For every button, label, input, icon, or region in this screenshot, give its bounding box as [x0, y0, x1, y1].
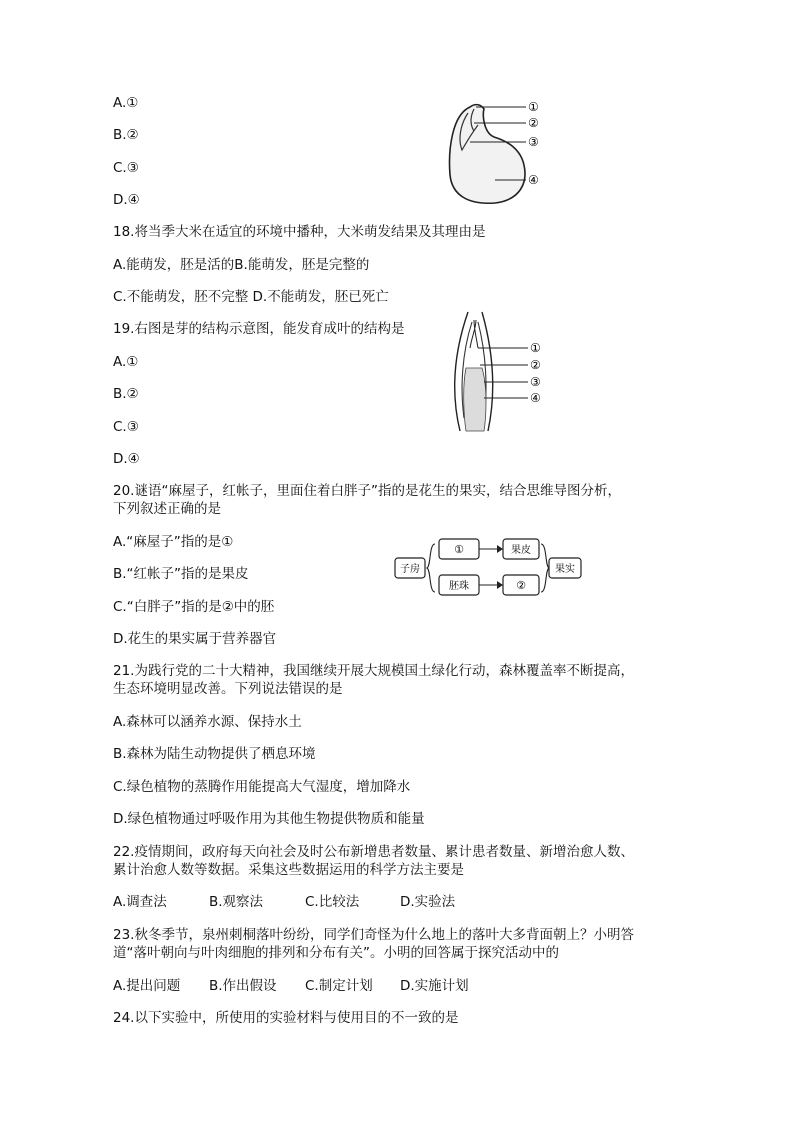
- q22-option-d: D.实验法: [400, 894, 456, 910]
- q18-stem: 18.将当季大米在适宜的环境中播种，大米萌发结果及其理由是: [113, 224, 486, 240]
- q17-option-a: A.①: [113, 95, 139, 111]
- map-label-ovary: 子房: [400, 564, 420, 575]
- q21-stem-line2: 生态环境明显改善。下列说法错误的是: [113, 681, 343, 697]
- q20-option-b: B.“红帐子”指的是果皮: [113, 566, 249, 582]
- bud-axis: [464, 368, 486, 431]
- q19-option-c: C.③: [113, 419, 139, 435]
- q23-option-c: C.制定计划: [305, 978, 373, 994]
- bud-label-4: ④: [530, 391, 541, 405]
- seed-label-3: ③: [528, 135, 539, 149]
- q21-option-a: A.森林可以涵养水源、保持水土: [113, 714, 302, 730]
- q18-options-line2: C.不能萌发，胚不完整 D.不能萌发，胚已死亡: [113, 289, 389, 305]
- q17-option-d: D.④: [113, 192, 140, 208]
- bean-seed-figure: [440, 95, 550, 210]
- peanut-mind-map: [393, 538, 583, 598]
- map-brace-left: [427, 544, 435, 592]
- q22-option-a: A.调查法: [113, 894, 167, 910]
- q19-option-b: B.②: [113, 386, 139, 402]
- q24-stem: 24.以下实验中，所使用的实验材料与使用目的不一致的是: [113, 1010, 459, 1026]
- q23-option-a: A.提出问题: [113, 978, 181, 994]
- q20-option-d: D.花生的果实属于营养器官: [113, 631, 277, 647]
- q22-option-b: B.观察法: [209, 894, 264, 910]
- q21-stem-line1: 21.为践行党的二十大精神，我国继续开展大规模国土绿化行动，森林覆盖率不断提高，: [113, 663, 634, 679]
- seed-label-2: ②: [528, 116, 539, 130]
- map-label-ovule: 胚珠: [449, 581, 469, 592]
- q20-stem-line1: 20.谜语“麻屋子，红帐子，里面住着白胖子”指的是花生的果实，结合思维导图分析，: [113, 483, 621, 499]
- map-label-pericarp: 果皮: [511, 545, 531, 556]
- seed-label-1: ①: [528, 100, 539, 114]
- q18-options-line1: A.能萌发，胚是活的B.能萌发，胚是完整的: [113, 257, 370, 273]
- q22-stem-line1: 22.疫情期间，政府每天向社会及时公布新增患者数量、累计患者数量、新增治愈人数、: [113, 844, 634, 860]
- q19-option-d: D.④: [113, 451, 140, 467]
- map-label-1: ①: [454, 543, 464, 556]
- seed-label-4: ④: [528, 173, 539, 187]
- q19-option-a: A.①: [113, 354, 139, 370]
- map-arrowhead-top: [497, 545, 503, 553]
- bud-label-3: ③: [530, 375, 541, 389]
- map-label-2: ②: [516, 579, 526, 592]
- q22-option-c: C.比较法: [305, 894, 360, 910]
- q21-option-d: D.绿色植物通过呼吸作用为其他生物提供物质和能量: [113, 811, 425, 827]
- q17-option-c: C.③: [113, 160, 139, 176]
- bud-figure: [440, 308, 555, 433]
- map-label-fruit: 果实: [555, 564, 575, 575]
- map-brace-right: [541, 544, 549, 592]
- q20-stem-line2: 下列叙述正确的是: [113, 501, 221, 517]
- q23-option-b: B.作出假设: [209, 978, 277, 994]
- q19-stem: 19.右图是芽的结构示意图，能发育成叶的结构是: [113, 321, 405, 337]
- q23-stem-line1: 23.秋冬季节，泉州刺桐落叶纷纷，同学们奇怪为什么地上的落叶大多背面朝上？小明答: [113, 927, 634, 943]
- q20-option-a: A.“麻屋子”指的是①: [113, 534, 234, 550]
- q21-option-b: B.森林为陆生动物提供了栖息环境: [113, 746, 316, 762]
- seed-outline: [450, 105, 525, 204]
- q22-stem-line2: 累计治愈人数等数据。采集这些数据运用的科学方法主要是: [113, 862, 464, 878]
- q17-option-b: B.②: [113, 127, 139, 143]
- q23-option-d: D.实施计划: [400, 978, 469, 994]
- bud-label-1: ①: [530, 341, 541, 355]
- bud-label-2: ②: [530, 358, 541, 372]
- q20-option-c: C.“白胖子”指的是②中的胚: [113, 599, 275, 615]
- map-arrowhead-bottom: [497, 581, 503, 589]
- q21-option-c: C.绿色植物的蒸腾作用能提高大气湿度，增加降水: [113, 779, 411, 795]
- q23-stem-line2: 道“落叶朝向与叶肉细胞的排列和分布有关”。小明的回答属于探究活动中的: [113, 945, 559, 961]
